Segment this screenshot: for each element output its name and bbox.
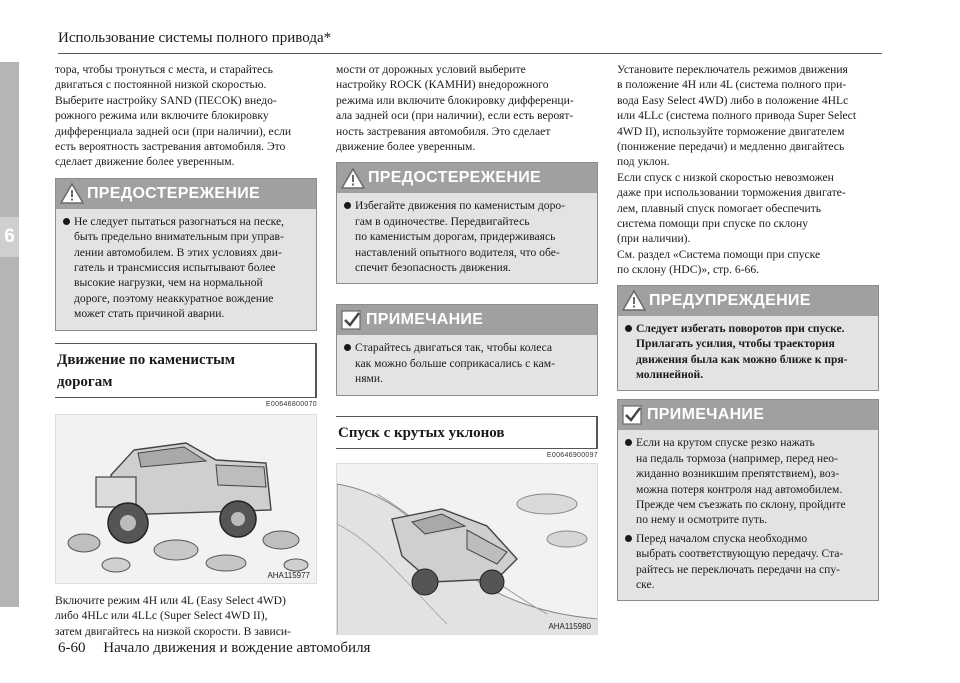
col1-intro-paragraph: тора, чтобы тронуться с места, и старайтесь двигаться с постоянной низкой скоростью. Выберите настройку SAND (ПЕСОК) внедо- рожного режима или включите блокировку дифференциала задней оси (при наличии), если есть вероятность застревания автомобиля. Это сделает движение более уверенным. [55,63,292,169]
section-code: E00646900097 [546,451,598,459]
caution-title: ПРЕДОСТЕРЕЖЕНИЕ [87,184,260,202]
note-body [337,335,597,394]
caution-header [337,163,597,193]
list-item: Следует избегать поворотов при спуске. Прилагать усилия, чтобы траектория движения была как можно ближе к пря- молинейной. [624,321,872,383]
col2-intro-paragraph: мости от дорожных условий выберите настройку ROCK (КАМНИ) внедорожного режима или включите блокировку дифференци- ала задней оси (при наличии), если есть вероят- ность застревания автомобиля. Это сделает движение более уверенным. [336,63,574,154]
section-title-steep-descent: Спуск с крутых уклонов [336,416,598,449]
note-title: ПРИМЕЧАНИЕ [647,406,765,424]
list-item: Перед началом спуска необходимо выбрать соответствующую передачу. Ста- райтесь не переключать передачи на спу- ске. [624,531,872,593]
chapter-side-tab [0,62,19,607]
note-body [618,430,878,600]
chapter-number: 6 [0,217,19,257]
warning-triangle-icon [622,290,646,311]
column-2 [336,62,598,635]
note-header [337,305,597,335]
column-3 [617,62,879,601]
pickup-descending-slope-image [337,464,598,635]
list-item: Избегайте движения по каменистым доро- гам в одиночестве. Передвигайтесь по каменистым дорогам, придерживаясь наставлений опытного водителя, что обе- спечит безопасность движения. [343,198,591,275]
steep-descent-illustration [336,463,598,635]
section-code: E00646800070 [265,400,317,408]
list-item: Старайтесь двигаться так, чтобы колеса как можно больше соприкасались с кам- нями. [343,340,591,386]
list-item: Если на крутом спуске резко нажать на педаль тормоза (например, перед нео- жиданно возникшим препятствием), воз- можна потеря контроля над автомобилем. Прежде чем съезжать по склону, пройдите по нему и осмотрите путь. [624,435,872,527]
col3-intro-paragraph: Установите переключатель режимов движения в положение 4H или 4L (система полного при- вода Easy Select 4WD) либо в положение 4HLc или 4LLc (система полного привода Super Select 4WD II), используйте торможение двигателем (понижение передачи) и медленно двигайтесь под уклон. Если спуск с низкой скоростью невозможен даже при использовании торможения двигате- лем, плавный спуск помогает обеспечить система помощи при спуске по склону (при наличии). См. раздел «Система помощи при спуске по склону (HDC)», стр. 6-66. [617,63,857,277]
col1-closing-paragraph: Включите режим 4H или 4L (Easy Select 4WD) либо 4HLc или 4LLc (Super Select 4WD II), затем двигайтесь на низкой скорости. В зависи- [55,593,291,638]
checkmark-icon [622,405,644,425]
note-title: ПРИМЕЧАНИЕ [366,311,484,329]
column-1 [55,62,317,639]
caution-header [56,179,316,209]
section-title-rocky-roads: Движение по каменистым дорогам [55,343,317,398]
warning-header [618,286,878,316]
header-divider [58,53,882,54]
page-header-title: Использование системы полного привода* [58,30,332,46]
checkmark-icon [341,310,363,330]
warning-triangle-icon [60,183,84,204]
pickup-on-rocks-image [56,415,317,584]
caution-body [56,209,316,330]
footer-chapter-title: Начало движения и вождение автомобиля [103,640,371,656]
warning-body [618,316,878,391]
note-box [617,399,879,601]
caution-body [337,193,597,283]
caution-box [336,162,598,284]
figure-caption: AHA115977 [267,570,310,580]
warning-title: ПРЕДУПРЕЖДЕНИЕ [649,291,811,309]
page-number: 6-60 [58,640,86,656]
warning-box [617,285,879,392]
figure-caption: AHA115980 [548,621,591,631]
list-item: Не следует пытаться разогнаться на песке, быть предельно внимательным при управ- лении автомобилем. В этих условиях дви- гатель и трансмиссия испытывают более высокие нагрузки, чем на нормальной дороге, поэтому неаккуратное вождение может стать причиной аварии. [62,214,310,322]
caution-box [55,178,317,331]
caution-title: ПРЕДОСТЕРЕЖЕНИЕ [368,169,541,187]
note-header [618,400,878,430]
warning-triangle-icon [341,168,365,189]
page-footer [58,640,370,657]
rocky-road-illustration [55,414,317,584]
note-box [336,304,598,395]
